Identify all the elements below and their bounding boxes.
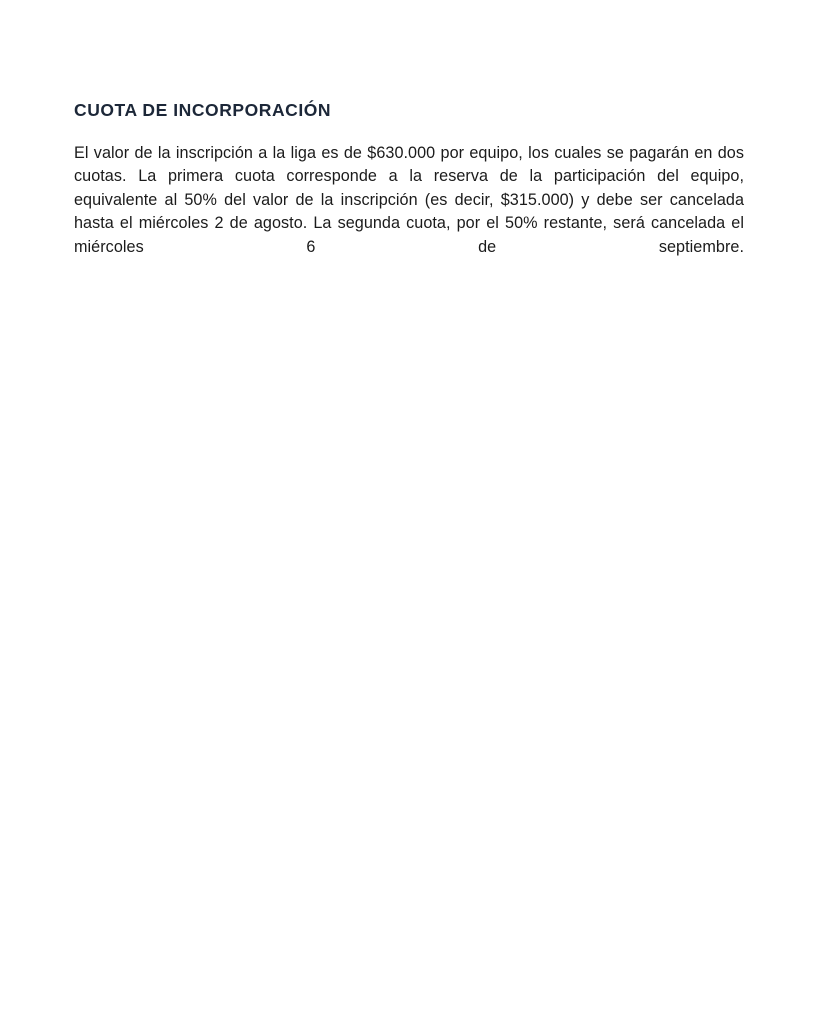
section-heading-cuota-de-incorporacion: CUOTA DE INCORPORACIÓN	[74, 100, 332, 120]
section-body-paragraph: El valor de la inscripción a la liga es de $630.000 por equipo, los cuales se pagarán en dos cuotas. La primera cuota corresponde a la reserva de la participación del equipo, equivalente al 50% del valor de la inscripción (es decir, $315.000) y debe ser cancelada hasta el miércoles 2 de agosto. La segunda cuota, por el 50% restante, será cancelada el miércoles 6 de septiembre.	[74, 144, 744, 256]
content-column	[74, 100, 744, 282]
